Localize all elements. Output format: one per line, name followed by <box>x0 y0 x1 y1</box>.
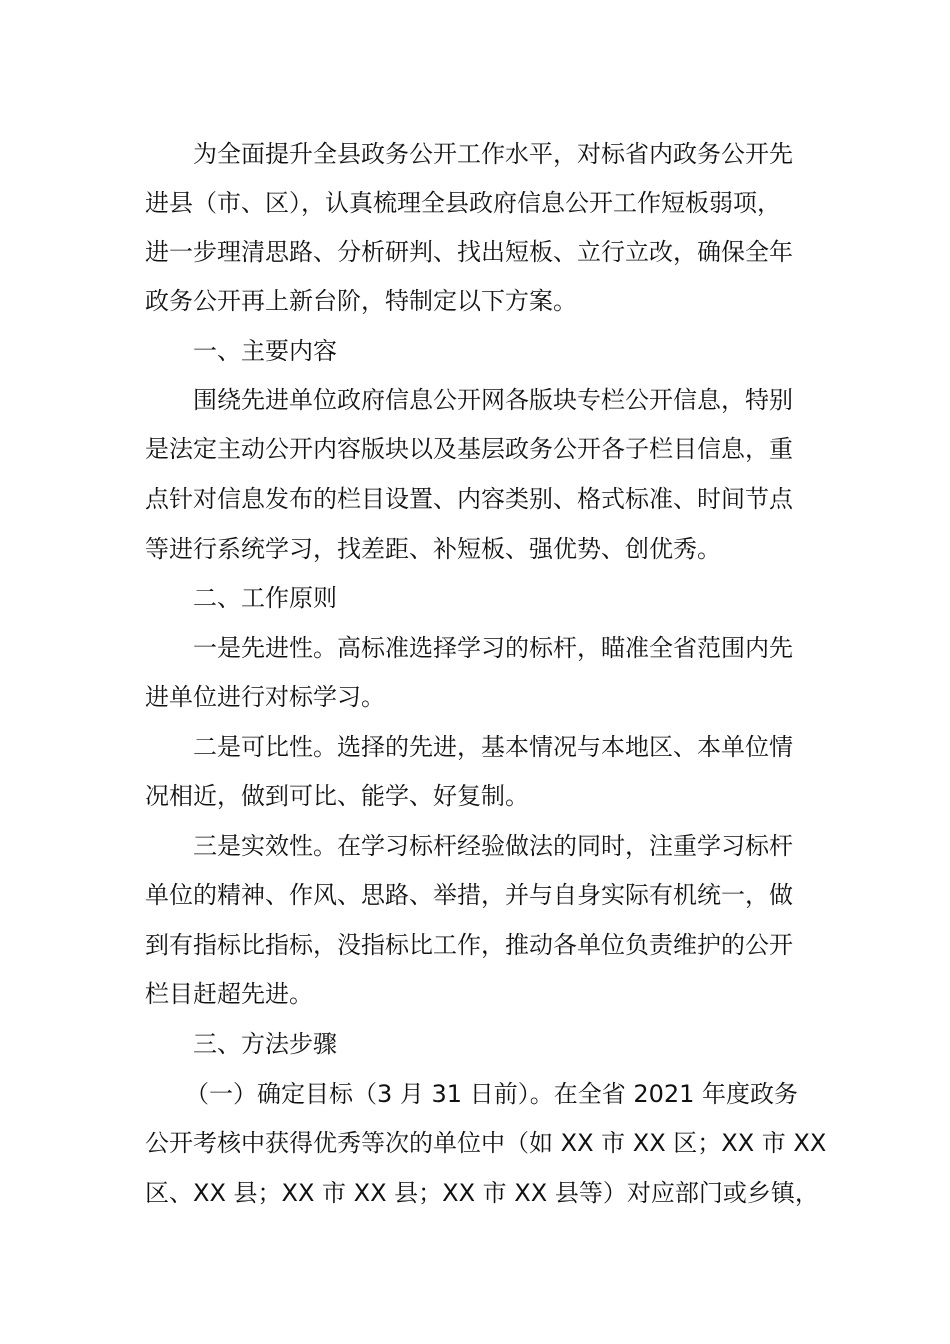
step-1-line-1: （一）确定目标（3 月 31 日前）。在全省 2021 年度政务 <box>185 1080 799 1108</box>
section-heading-main-content: 一、主要内容 <box>193 337 337 365</box>
paragraph-intro-line-4: 政务公开再上新台阶，特制定以下方案。 <box>145 287 577 315</box>
section-heading-principles: 二、工作原则 <box>193 584 337 612</box>
principle-3-line-3: 到有指标比指标，没指标比工作，推动各单位负责维护的公开 <box>145 931 793 959</box>
principle-3-line-2: 单位的精神、作风、思路、举措，并与自身实际有机统一，做 <box>145 881 793 909</box>
step-1-line-3: 区、XX 县；XX 市 XX 县；XX 市 XX 县等）对应部门或乡镇， <box>145 1179 819 1207</box>
paragraph-content-line-3: 点针对信息发布的栏目设置、内容类别、格式标准、时间节点 <box>145 485 793 513</box>
paragraph-content-line-1: 围绕先进单位政府信息公开网各版块专栏公开信息，特别 <box>193 386 793 414</box>
paragraph-intro-line-3: 进一步理清思路、分析研判、找出短板、立行立改，确保全年 <box>145 238 793 266</box>
paragraph-content-line-4: 等进行系统学习，找差距、补短板、强优势、创优秀。 <box>145 535 721 563</box>
principle-3-line-1: 三是实效性。在学习标杆经验做法的同时，注重学习标杆 <box>193 832 793 860</box>
principle-2-line-1: 二是可比性。选择的先进，基本情况与本地区、本单位情 <box>193 733 793 761</box>
principle-1-line-2: 进单位进行对标学习。 <box>145 683 385 711</box>
paragraph-intro-line-2: 进县（市、区），认真梳理全县政府信息公开工作短板弱项， <box>145 189 781 217</box>
principle-1-line-1: 一是先进性。高标准选择学习的标杆，瞄准全省范围内先 <box>193 634 793 662</box>
principle-3-line-4: 栏目赶超先进。 <box>145 980 313 1008</box>
step-1-line-2: 公开考核中获得优秀等次的单位中（如 XX 市 XX 区；XX 市 XX <box>145 1129 827 1157</box>
paragraph-intro-line-1: 为全面提升全县政务公开工作水平，对标省内政务公开先 <box>193 140 793 168</box>
principle-2-line-2: 况相近，做到可比、能学、好复制。 <box>145 782 529 810</box>
section-heading-methods: 三、方法步骤 <box>193 1030 337 1058</box>
paragraph-content-line-2: 是法定主动公开内容版块以及基层政务公开各子栏目信息，重 <box>145 435 793 463</box>
